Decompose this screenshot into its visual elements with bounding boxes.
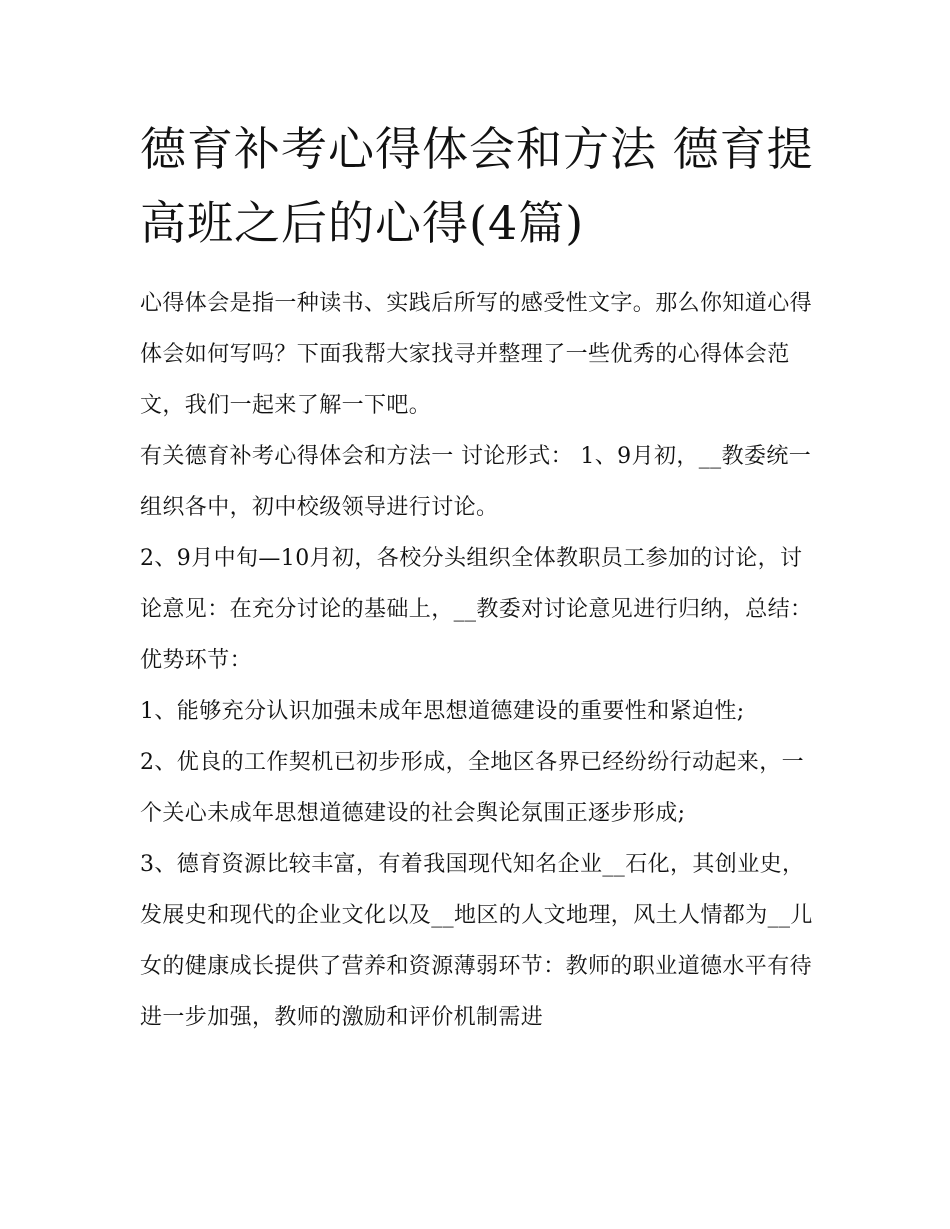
strength-item-1: 1、能够充分认识加强未成年思想道德建设的重要性和紧迫性; bbox=[140, 699, 745, 724]
document-title: 德育补考心得体会和方法 德育提高班之后的心得(4篇) bbox=[140, 122, 814, 250]
strength-item-3: 3、德育资源比较丰富，有着我国现代知名企业__石化，其创业史，发展史和现代的企业文化以及__地区的人文地理，风土人情都为__儿女的健康成长提供了营养和资源薄弱环节：教师的职业道德水平有待进一步加强，教师的激励和评价机制需进 bbox=[140, 852, 813, 1030]
discussion-summary-paragraph: 2、9月中旬—10月初，各校分头组织全体教职员工参加的讨论，讨论意见：在充分讨论的基础上，__教委对讨论意见进行归纳，总结： 优势环节： bbox=[140, 546, 813, 673]
document-page bbox=[140, 112, 820, 1043]
discussion-form-paragraph: 有关德育补考心得体会和方法一 讨论形式： 1、9月初，__教委统一组织各中，初中校级领导进行讨论。 bbox=[140, 444, 812, 520]
intro-paragraph: 心得体会是指一种读书、实践后所写的感受性文字。那么你知道心得体会如何写吗？下面我帮大家找寻并整理了一些优秀的心得体会范文，我们一起来了解一下吧。 bbox=[140, 291, 813, 418]
strength-item-2: 2、优良的工作契机已初步形成，全地区各界已经纷纷行动起来，一个关心未成年思想道德建设的社会舆论氛围正逐步形成; bbox=[140, 750, 804, 826]
